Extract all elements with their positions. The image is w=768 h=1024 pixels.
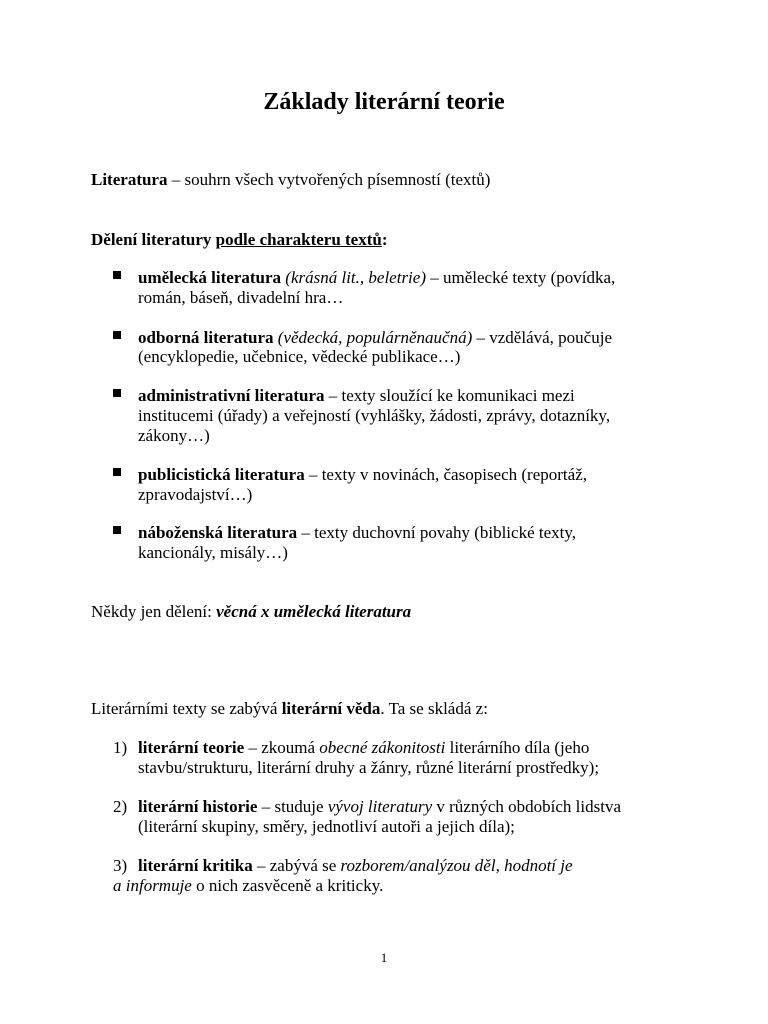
list-item-number: 1) [113, 738, 128, 757]
sometimes-emph: věcná x umělecká literatura [216, 602, 412, 621]
division-heading-underlined: podle charakteru textů [215, 230, 382, 249]
list-item-italic: (krásná lit., beletrie) [281, 268, 426, 287]
science-intro-prefix: Literárními texty se zabývá [91, 699, 282, 718]
list-item-italic: obecné zákonitosti [319, 738, 446, 757]
definition-text: – souhrn všech vytvořených písemností (textů) [167, 170, 491, 189]
science-intro [91, 699, 488, 719]
bullet-icon [113, 331, 121, 339]
list-item-term: administrativní literatura [138, 386, 325, 405]
list-item-text: – vzdělává, poučuje [472, 328, 612, 347]
list-item-text: v různých obdobích lidstva [432, 797, 621, 816]
bullet-icon [113, 271, 121, 279]
sometimes-line [91, 602, 411, 622]
science-intro-bold: literární věda [281, 699, 381, 718]
list-item-line: zpravodajství…) [138, 485, 253, 504]
list-item-line: zákony…) [138, 426, 210, 445]
list-item-line [138, 856, 573, 876]
list-item-text: – studuje [257, 797, 328, 816]
list-item-line: (literární skupiny, směry, jednotliví autoři a jejich díla); [138, 817, 515, 836]
list-item-italic: vývoj literatury [327, 797, 433, 816]
list-item-line: stavbu/strukturu, literární druhy a žánry, různé literární prostředky); [138, 758, 600, 777]
division-heading-suffix: : [381, 230, 388, 249]
list-item-line [138, 738, 589, 758]
list-item-term: umělecká literatura [138, 268, 282, 287]
page-title: Základy literární teorie [263, 89, 505, 115]
list-item-text: – zabývá se [252, 856, 341, 875]
list-item-line [138, 386, 658, 406]
bullet-icon [113, 526, 121, 534]
list-item-term: literární teorie [138, 738, 245, 757]
list-item-text: – texty sloužící ke komunikaci mezi [324, 386, 575, 405]
list-item-italic: (vědecká, populárněnaučná) [273, 328, 473, 347]
page-number: 1 [380, 950, 388, 965]
list-item-text: o nich zasvěceně a kriticky. [191, 876, 384, 895]
list-item-term: náboženská literatura [138, 523, 298, 542]
list-item-line [113, 876, 383, 896]
list-item-line [138, 465, 658, 485]
division-heading-prefix: Dělení literatury [91, 230, 216, 249]
list-item-term: literární kritika [138, 856, 253, 875]
sometimes-prefix: Někdy jen dělení: [91, 602, 217, 621]
list-item-term: odborná literatura [138, 328, 274, 347]
list-item-text: – zkoumá [244, 738, 320, 757]
list-item-text: – texty duchovní povahy (biblické texty, [297, 523, 577, 542]
list-item-line: kancionály, misály…) [138, 543, 288, 562]
science-intro-suffix: . Ta se skládá z: [380, 699, 488, 718]
division-heading [91, 230, 388, 250]
list-item-line [138, 523, 658, 543]
list-item-text: – texty v novinách, časopisech (reportáž, [304, 465, 587, 484]
bullet-icon [113, 468, 121, 476]
list-item-line: institucemi (úřady) a veřejností (vyhlášky, žádosti, zprávy, dotazníky, [138, 406, 611, 425]
list-item-text: – umělecké texty (povídka, [426, 268, 616, 287]
list-item-term: publicistická literatura [138, 465, 305, 484]
list-item-line: román, báseň, divadelní hra… [138, 288, 344, 307]
list-item-italic: rozborem/analýzou děl, hodnotí je [340, 856, 573, 875]
list-item-number: 2) [113, 797, 128, 816]
list-item-line [138, 328, 658, 348]
list-item-line: (encyklopedie, učebnice, vědecké publikace…) [138, 347, 461, 366]
definition-line [91, 170, 490, 190]
list-item-line [138, 268, 658, 288]
list-item-line [138, 797, 621, 817]
list-item-term: literární historie [138, 797, 258, 816]
list-item-text: literárního díla (jeho [445, 738, 590, 757]
definition-term: Literatura [91, 170, 168, 189]
list-item-italic: a informuje [113, 876, 192, 895]
list-item-number: 3) [113, 856, 128, 875]
bullet-icon [113, 389, 121, 397]
